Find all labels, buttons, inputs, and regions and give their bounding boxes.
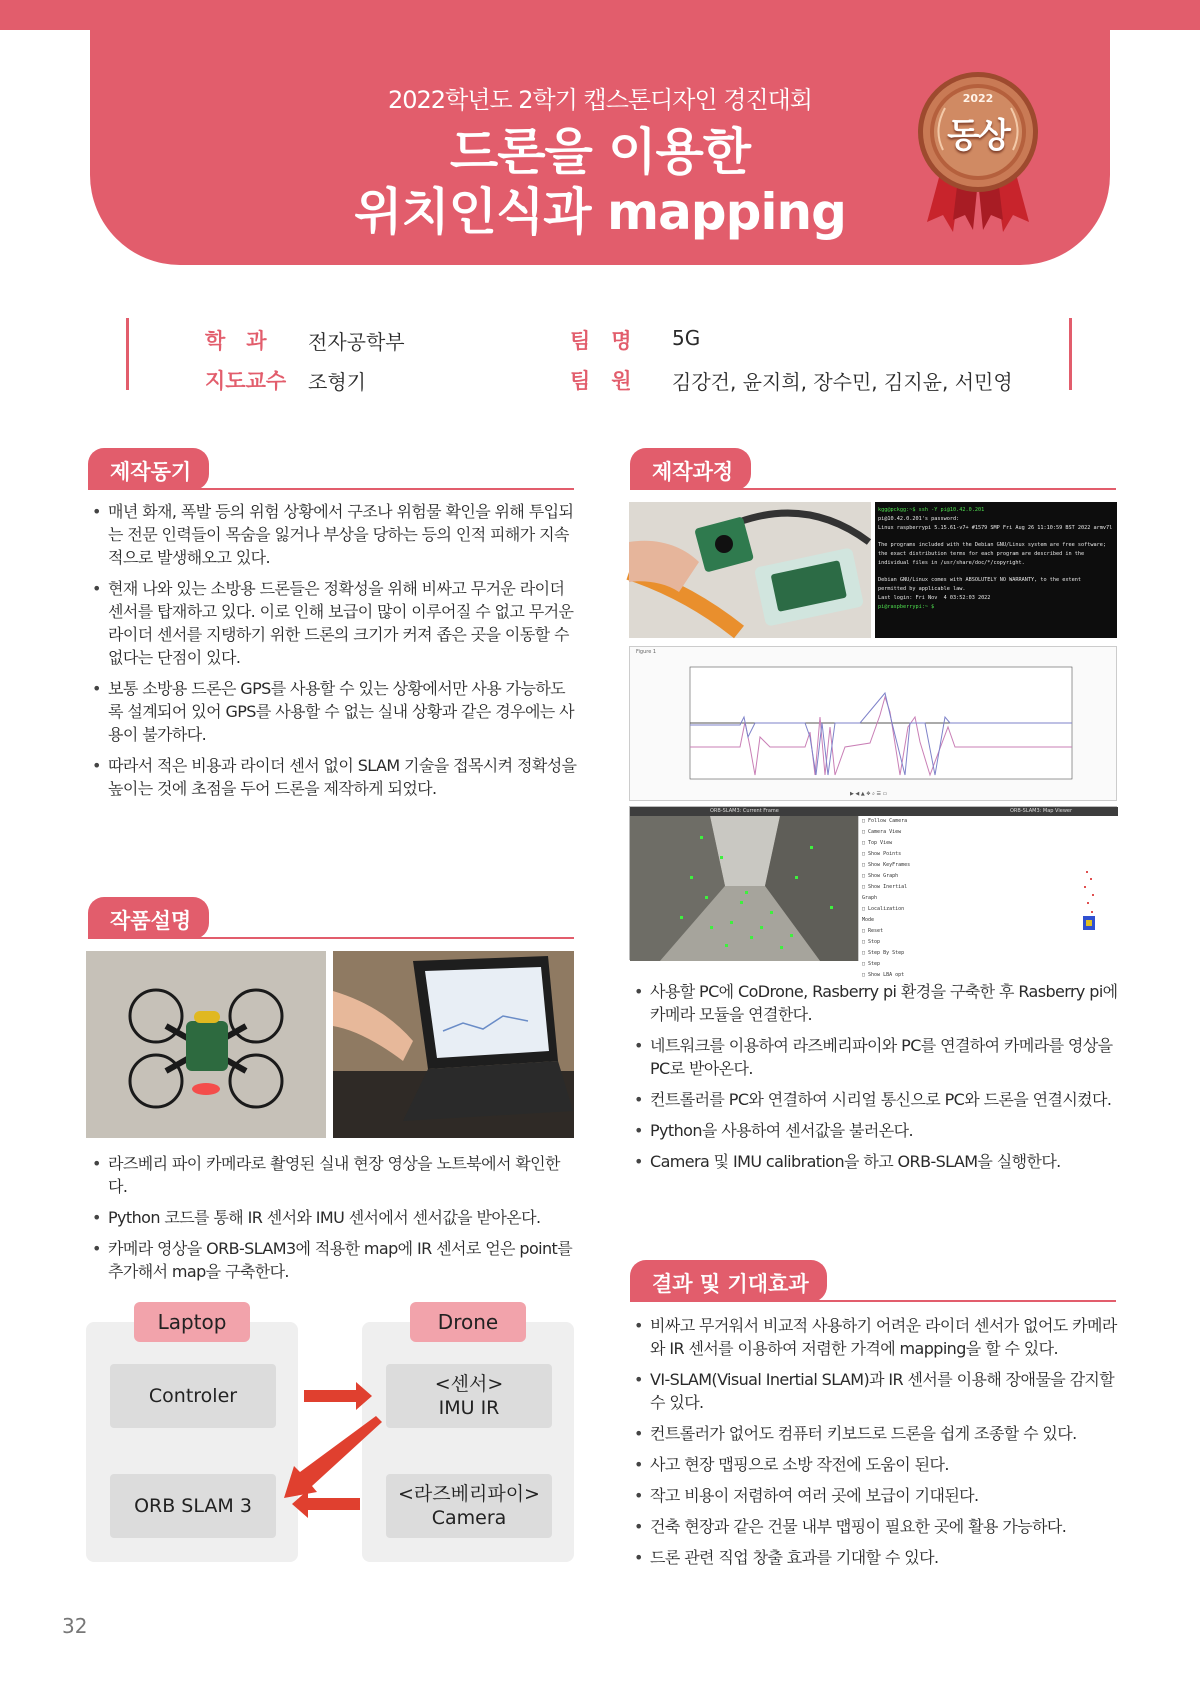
slam-menu-item[interactable]: □ Show Graph <box>862 873 899 879</box>
list-item: • 현재 나와 있는 소방용 드론들은 정확성을 위해 비싸고 무거운 라이더 센서를 탑재하고 있다. 이로 인해 보급이 많이 이루어질 수 없고 무거운 라이더 센서를 지탱하기 위한 드론의 크기가 커져 좁은 곳을 이동할 수 없다는 단점이 있다. <box>88 577 578 669</box>
slam-menu-panel <box>858 816 916 978</box>
drone-photo <box>86 951 326 1138</box>
controller-node <box>110 1364 276 1428</box>
bronze-medal-badge <box>913 70 1043 235</box>
arrow-sensor-to-orbslam <box>284 1416 382 1498</box>
motivation-heading: 제작동기 <box>88 448 209 490</box>
advisor-label: 지도교수 <box>205 369 287 393</box>
list-item: • 드론 관련 직업 창출 효과를 기대할 수 있다. <box>630 1546 1120 1569</box>
motivation-list <box>88 500 578 808</box>
slam-menu-item[interactable]: □ Stop <box>862 939 881 945</box>
list-item: • 카메라 영상을 ORB-SLAM3에 적용한 map에 IR 센서로 얻은 point를 추가해서 map을 구축한다. <box>88 1237 578 1283</box>
ssh-terminal-screenshot <box>875 502 1117 638</box>
process-heading: 제작과정 <box>630 448 751 490</box>
results-heading: 결과 및 기대효과 <box>630 1260 827 1302</box>
rpi-node <box>386 1474 552 1538</box>
laptop-label: Laptop <box>134 1302 250 1342</box>
terminal-line <box>878 532 1114 541</box>
slam-menu-item[interactable]: □ Localization Mode <box>862 906 905 923</box>
description-list <box>88 1152 578 1291</box>
terminal-line: pi@raspberrypi:~ $ <box>878 603 935 610</box>
description-underline <box>88 937 574 939</box>
medal-text: 동상 <box>947 116 1009 156</box>
terminal-output <box>878 506 1114 612</box>
rpi-body: Camera <box>431 1507 507 1529</box>
list-item: • 사고 현장 맵핑으로 소방 작전에 도움이 된다. <box>630 1453 1120 1476</box>
members-label: 팀 원 <box>570 369 632 393</box>
advisor-value: 조형기 <box>308 370 366 394</box>
list-item: • Python 코드를 통해 IR 센서와 IMU 센서에서 센서값을 받아온다. <box>88 1206 578 1229</box>
terminal-line: Debian GNU/Linux comes with ABSOLUTELY NO WARRANTY, to the extent <box>878 577 1082 584</box>
team-label: 팀 명 <box>570 329 632 353</box>
slam-menu-item[interactable]: □ Show KeyFrames <box>862 862 911 868</box>
orb-slam-viewer-window <box>629 806 1117 978</box>
process-underline <box>630 488 1116 490</box>
title-line-2: 위치인식과 mapping <box>354 183 846 241</box>
orb-slam-label: ORB SLAM 3 <box>134 1495 252 1517</box>
terminal-line: Linux raspberrypi 5.15.61-v7+ #1579 SMP Fri Aug 26 11:10:59 BST 2022 armv7l <box>878 524 1113 531</box>
sensor-line-plot <box>630 647 1118 802</box>
results-underline <box>630 1300 1116 1302</box>
medal-year: 2022 <box>962 92 994 105</box>
list-item: • 작고 비용이 저렴하여 여러 곳에 보급이 기대된다. <box>630 1484 1120 1507</box>
terminal-line: Last login: Fri Nov 4 03:52:03 2022 <box>878 594 991 601</box>
competition-subtitle: 2022학년도 2학기 캡스톤디자인 경진대회 <box>388 86 812 114</box>
info-right-bar <box>1069 318 1072 390</box>
dept-value: 전자공학부 <box>308 330 405 354</box>
sensor-body: IMU IR <box>438 1397 500 1419</box>
list-item: • 매년 화재, 폭발 등의 위험 상황에서 구조나 위험물 확인을 위해 투입되는 전문 인력들이 목숨을 잃거나 부상을 당하는 등의 인적 피해가 지속적으로 발생해오고 있다. <box>88 500 578 569</box>
orb-slam-node <box>110 1474 276 1538</box>
list-item: • VI-SLAM(Visual Inertial SLAM)과 IR 센서를 이용해 장애물을 감지할 수 있다. <box>630 1368 1120 1414</box>
slam-menu-item[interactable]: □ Follow Camera <box>862 818 908 824</box>
rpi-title: <라즈베리파이> <box>398 1483 540 1505</box>
map-window-title: ORB-SLAM3: Map Viewer <box>1010 808 1073 814</box>
raspberry-pi-camera-photo <box>629 502 871 638</box>
controller-label: Controler <box>148 1385 238 1407</box>
list-item: • 건축 현장과 같은 건물 내부 맵핑이 필요한 곳에 활용 가능하다. <box>630 1515 1120 1538</box>
sensor-plot-window <box>629 646 1117 801</box>
slam-menu-item[interactable]: □ Show LBA opt <box>862 972 905 978</box>
camera-frame-view <box>630 816 858 961</box>
sensor-title: <센서> <box>434 1373 504 1395</box>
list-item: • 사용할 PC에 CoDrone, Rasberry pi 환경을 구축한 후 Rasberry pi에 카메라 모듈을 연결한다. <box>630 980 1120 1026</box>
process-list <box>630 980 1120 1181</box>
terminal-line: The programs included with the Debian GNU/Linux system are free software; <box>878 542 1106 549</box>
slam-menu-item[interactable]: □ Step By Step <box>862 950 905 956</box>
slam-menu-item[interactable]: □ Show Points <box>862 851 902 857</box>
motivation-underline <box>88 488 574 490</box>
dept-label: 학 과 <box>205 329 267 353</box>
results-list <box>630 1314 1120 1577</box>
map-viewer <box>916 816 1118 961</box>
description-heading: 작품설명 <box>88 897 209 939</box>
title-line-1: 드론을 이용한 <box>449 123 751 181</box>
page-number: 32 <box>62 1614 88 1638</box>
list-item: • Python을 사용하여 센서값을 불러온다. <box>630 1119 1120 1142</box>
team-value: 5G <box>672 326 701 350</box>
list-item: • 비싸고 무거워서 비교적 사용하기 어려운 라이더 센서가 없어도 카메라와 IR 센서를 이용하여 저렴한 가격에 mapping을 할 수 있다. <box>630 1314 1120 1360</box>
list-item: • 라즈베리 파이 카메라로 촬영된 실내 현장 영상을 노트북에서 확인한다. <box>88 1152 578 1198</box>
slam-menu-item[interactable]: □ Show Inertial Graph <box>862 884 908 901</box>
list-item: • 컨트롤러가 없어도 컴퓨터 키보드로 드론을 쉽게 조종할 수 있다. <box>630 1422 1120 1445</box>
list-item: • 따라서 적은 비용과 라이더 센서 없이 SLAM 기술을 접목시켜 정확성을 높이는 것에 초점을 두어 드론을 제작하게 되었다. <box>88 754 578 800</box>
list-item: • Camera 및 IMU calibration을 하고 ORB-SLAM을 실행한다. <box>630 1150 1120 1173</box>
slam-window-title: ORB-SLAM3: Current Frame <box>710 808 779 814</box>
list-item: • 네트워크를 이용하여 라즈베리파이와 PC를 연결하여 카메라를 영상을 PC로 받아온다. <box>630 1034 1120 1080</box>
drone-label: Drone <box>410 1302 526 1342</box>
list-item: • 컨트롤러를 PC와 연결하여 시리얼 통신으로 PC와 드론을 연결시켰다. <box>630 1088 1120 1111</box>
terminal-line <box>878 568 1114 577</box>
project-title <box>240 122 960 242</box>
terminal-line: the exact distribution terms for each program are described in the <box>878 550 1085 557</box>
slam-menu-item[interactable]: □ Top View <box>862 840 893 846</box>
slam-menu-item[interactable]: □ Step <box>862 961 881 967</box>
svg-text:▶ ◀ ▲ ✥ ⌕ ☰ ▭: ▶ ◀ ▲ ✥ ⌕ ☰ ▭ <box>850 791 888 797</box>
info-left-bar <box>126 318 129 390</box>
terminal-line: individual files in /usr/share/doc/*/copyright. <box>878 559 1025 566</box>
sensor-node <box>386 1364 552 1428</box>
laptop-photo <box>333 951 574 1138</box>
members-value: 김강건, 윤지희, 장수민, 김지윤, 서민영 <box>672 370 1013 394</box>
plot-window-title: Figure 1 <box>636 649 657 655</box>
slam-menu-item[interactable]: □ Camera View <box>862 829 902 835</box>
terminal-line: pi@10.42.0.201's password: <box>878 515 960 522</box>
arrow-controller-to-sensor <box>304 1382 372 1410</box>
list-item: • 보통 소방용 드론은 GPS를 사용할 수 있는 상황에서만 사용 가능하도록 설계되어 있어 GPS를 사용할 수 없는 실내 상황과 같은 경우에는 사용이 불가하다. <box>88 677 578 746</box>
slam-menu-item[interactable]: □ Reset <box>862 928 884 934</box>
terminal-line: permitted by applicable law. <box>878 586 966 593</box>
terminal-line: kgg@pckgg:~$ ssh -Y pi@10.42.0.201 <box>878 507 985 513</box>
diagram-arrows <box>276 1364 388 1524</box>
